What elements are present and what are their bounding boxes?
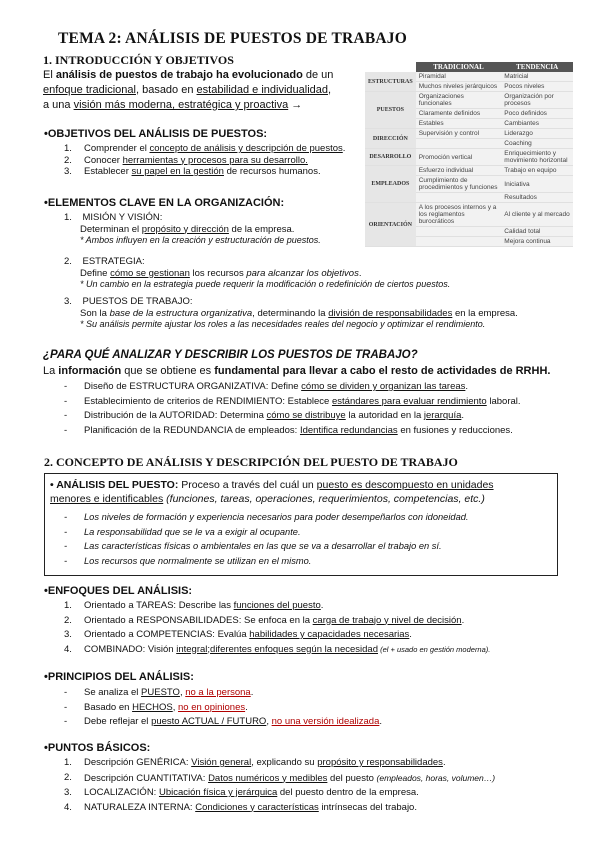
table-cell-tendencia: Al cliente y al mercado xyxy=(501,203,573,227)
para-que-heading: ¿PARA QUÉ ANALIZAR Y DESCRIBIR LOS PUESTOS DE TRABAJO? xyxy=(43,349,418,361)
table-row xyxy=(365,166,573,176)
table-cell-tradicional: Estables xyxy=(416,119,502,129)
table-row xyxy=(365,92,573,109)
list-item: 3. Orientado a COMPETENCIAS: Evalúa habilidades y capacidades necesarias. xyxy=(64,629,412,640)
table-cell-tendencia: Cambiantes xyxy=(501,119,573,129)
table-cell-tradicional: Esfuerzo individual xyxy=(416,166,502,176)
puntos-list xyxy=(64,756,564,815)
table-cell-tradicional: Promoción vertical xyxy=(416,149,502,166)
list-item: 3. LOCALIZACIÓN: Ubicación física y jerárquica del puesto dentro de la empresa. xyxy=(64,787,419,798)
section-1-heading: 1. INTRODUCCIÓN Y OBJETIVOS xyxy=(43,53,234,67)
table-cell-tradicional xyxy=(416,193,502,203)
list-item: - Basado en HECHOS, no en opiniones. xyxy=(62,701,542,716)
table-category: EMPLEADOS xyxy=(365,166,416,203)
list-item: 4. COMBINADO: Visión integral;diferentes enfoques según la necesidad (el + usado en gestión moderna). xyxy=(64,643,491,655)
table-category: ORIENTACIÓN xyxy=(365,203,416,247)
table-cell-tradicional xyxy=(416,139,502,149)
table-cell-tendencia: Calidad total xyxy=(501,227,573,237)
table-cell-tradicional: A los procesos internos y a los reglamentos burocráticos xyxy=(416,203,502,227)
section-2-heading: 2. CONCEPTO DE ANÁLISIS Y DESCRIPCIÓN DEL PUESTO DE TRABAJO xyxy=(44,455,458,469)
table-row xyxy=(365,72,573,82)
list-item: - Planificación de la REDUNDANCIA de empleados: Identifica redundancias en fusiones y reducciones. xyxy=(62,424,562,439)
table-category: DIRECCIÓN xyxy=(365,129,416,149)
table-cell-tradicional: Supervisión y control xyxy=(416,129,502,139)
table-cell-tradicional: Claramente definidos xyxy=(416,109,502,119)
definicion-text: • ANÁLISIS DEL PUESTO: Proceso a través del cuál un puesto es descompuesto en unidades menores e identificables (funciones, tareas, operaciones, requerimientos, competencias, etc.) xyxy=(50,479,494,505)
list-item: 2. Descripción CUANTITATIVA: Datos numéricos y medibles del puesto (empleados, horas, volumen…) xyxy=(64,771,496,784)
list-item: 1. Descripción GENÉRICA: Visión general, explicando su propósito y responsabilidades. xyxy=(64,757,446,768)
table-cell-tendencia: Liderazgo xyxy=(501,129,573,139)
table-cell-tendencia: Organización por procesos xyxy=(501,92,573,109)
list-item: - Diseño de ESTRUCTURA ORGANIZATIVA: Define cómo se dividen y organizan las tareas. xyxy=(62,380,562,395)
table-category: ESTRUCTURAS xyxy=(365,72,416,92)
list-item: - La responsabilidad que se le va a exigir al ocupante. xyxy=(62,525,542,540)
table-category: DESARROLLO xyxy=(365,149,416,166)
table-cell-tendencia: Poco definidos xyxy=(501,109,573,119)
principios-list xyxy=(62,686,542,730)
list-item: - Debe reflejar el puesto ACTUAL / FUTURO, no una versión idealizada. xyxy=(62,715,542,730)
table-row xyxy=(365,129,573,139)
list-item: 2. Orientado a RESPONSABILIDADES: Se enfoca en la carga de trabajo y nivel de decisión. xyxy=(64,614,465,626)
list-item: - Las características físicas o ambientales en las que se va a desarrollar el trabajo en sí. xyxy=(62,539,542,554)
table-row xyxy=(365,149,573,166)
table-cell-tradicional: Organizaciones funcionales xyxy=(416,92,502,109)
para-que-list xyxy=(62,380,562,438)
list-item: 4. NATURALEZA INTERNA: Condiciones y características intrínsecas del trabajo. xyxy=(64,801,417,813)
table-cell-tendencia: Coaching xyxy=(501,139,573,149)
principios-heading: •PRINCIPIOS DEL ANÁLISIS: xyxy=(44,671,194,683)
objetivos-heading: •OBJETIVOS DEL ANÁLISIS DE PUESTOS: xyxy=(44,128,268,140)
table-cell-tendencia: Matricial xyxy=(501,72,573,82)
table-cell-tendencia: Pocos niveles xyxy=(501,82,573,92)
list-item: 3. Establecer su papel en la gestión de recursos humanos. xyxy=(64,166,321,177)
para-que-lead: La información que se obtiene es fundamental para llevar a cabo el resto de actividades de RRHH. xyxy=(43,365,551,377)
table-category: PUESTOS xyxy=(365,92,416,129)
puntos-heading: •PUNTOS BÁSICOS: xyxy=(44,742,151,754)
table-cell-tendencia: Mejora continua xyxy=(501,237,573,247)
list-item: 1. Comprender el concepto de análisis y descripción de puestos. xyxy=(64,143,346,154)
elemento-estrategia: 2. ESTRATEGIA: Define cómo se gestionan los recursos para alcanzar los objetivos. * Un cambio en la estrategia puede requerir la modificación o redefinición de ciertos puestos. xyxy=(64,256,451,289)
elemento-mision: 1. MISIÓN Y VISIÓN: Determinan el propósito y dirección de la empresa. * Ambos influyen en la creación y estructuración de puestos. xyxy=(64,212,321,245)
col-tendencia: TENDENCIA xyxy=(501,62,573,72)
table-cell-tendencia: Trabajo en equipo xyxy=(501,166,573,176)
elemento-puestos: 3. PUESTOS DE TRABAJO: Son la base de la estructura organizativa, determinando la división de responsabilidades en la empresa. * Su análisis permite ajustar los roles a las necesidades reales del negocio y optimizar el rendimiento. xyxy=(64,296,518,329)
list-item: - Los recursos que normalmente se utilizan en el mismo. xyxy=(62,554,542,569)
table-cell-tendencia: Enriquecimiento y movimiento horizontal xyxy=(501,149,573,166)
table-cell-tendencia: Iniciativa xyxy=(501,176,573,193)
list-item: 1. Orientado a TAREAS: Describe las funciones del puesto. xyxy=(64,600,324,611)
col-tradicional: TRADICIONAL xyxy=(416,62,502,72)
table-cell-tendencia: Resultados xyxy=(501,193,573,203)
elementos-heading: •ELEMENTOS CLAVE EN LA ORGANIZACIÓN: xyxy=(44,197,285,209)
list-item: - Se analiza el PUESTO, no a la persona. xyxy=(62,686,542,701)
intro-paragraph: El análisis de puestos de trabajo ha evolucionado de un enfoque tradicional, basado en estabilidad e individualidad, a una visión más moderna, estratégica y proactiva → xyxy=(43,69,334,111)
table-cell-tradicional: Cumplimiento de procedimientos y funciones xyxy=(416,176,502,193)
list-item: - Los niveles de formación y experiencia necesarios para poder desempeñarlos con idoneidad. xyxy=(62,510,542,525)
enfoques-list xyxy=(64,599,564,657)
objetivos-list xyxy=(64,143,384,178)
table-cell-tradicional: Muchos niveles jerárquicos xyxy=(416,82,502,92)
page-title: TEMA 2: ANÁLISIS DE PUESTOS DE TRABAJO xyxy=(58,30,407,47)
list-item: - Distribución de la AUTORIDAD: Determina cómo se distribuye la autoridad en la jerarquía. xyxy=(62,409,562,424)
table-cell-tradicional: Piramidal xyxy=(416,72,502,82)
enfoques-heading: •ENFOQUES DEL ANÁLISIS: xyxy=(44,585,193,597)
list-item: - Establecimiento de criterios de RENDIMIENTO: Establece estándares para evaluar rendimiento laboral. xyxy=(62,395,562,410)
list-item: 2. Conocer herramientas y procesos para su desarrollo. xyxy=(64,154,308,166)
definicion-list xyxy=(62,510,542,568)
